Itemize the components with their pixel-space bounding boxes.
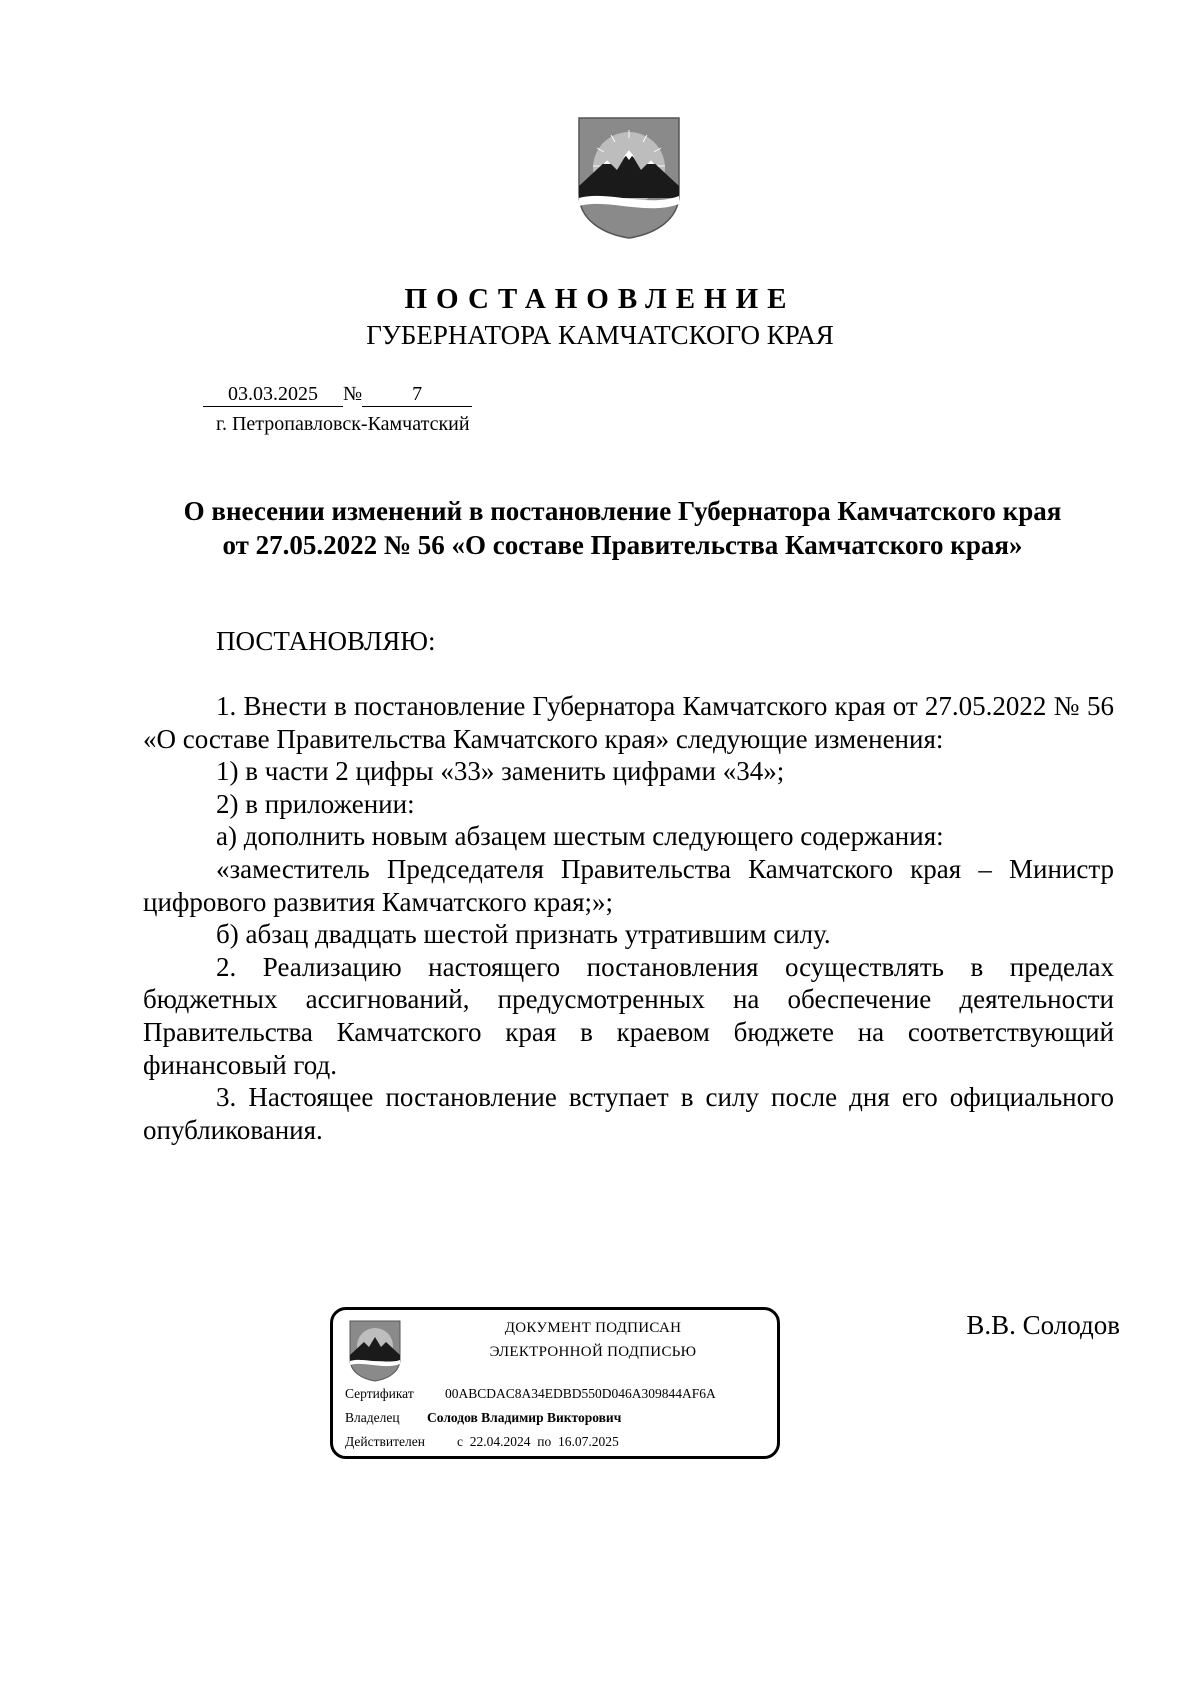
document-city: г. Петропавловск-Камчатский	[216, 413, 470, 435]
document-date: 03.03.2025	[203, 382, 343, 407]
stamp-certificate-row	[345, 1386, 716, 1402]
document-body	[143, 690, 1114, 1146]
paragraph: а) дополнить новым абзацем шестым следующего содержания:	[216, 821, 944, 852]
valid-from: 22.04.2024	[469, 1434, 531, 1449]
owner-label: Владелец	[345, 1410, 400, 1425]
paragraph: 2) в приложении:	[216, 788, 415, 819]
paragraph: 2. Реализацию настоящего постановления осуществлять в пределах бюджетных ассигнований, предусмотренных на обеспечение деятельности Правительства Камчатского края в краевом бюджете на соответствующий финансовый год.	[143, 951, 1114, 1080]
document-heading	[140, 494, 1105, 562]
stamp-title-line-1: ДОКУМЕНТ ПОДПИСАН	[504, 1320, 682, 1336]
date-number-line	[203, 382, 472, 407]
certificate-label: Сертификат	[345, 1386, 414, 1401]
stamp-title-line-2: ЭЛЕКТРОННОЙ ПОДПИСЬЮ	[489, 1344, 697, 1360]
document-subtitle: ГУБЕРНАТОРА КАМЧАТСКОГО КРАЯ	[366, 320, 834, 350]
paragraph: «заместитель Председателя Правительства Камчатского края – Министр цифрового развития Камчатского края;»;	[143, 853, 1114, 917]
document-title: ПОСТАНОВЛЕНИЕ	[404, 283, 796, 315]
electronic-signature-stamp	[330, 1307, 780, 1459]
stamp-owner-row	[345, 1410, 621, 1426]
validity-label: Действителен	[345, 1434, 425, 1449]
signatory-name: В.В. Солодов	[966, 1310, 1120, 1340]
certificate-value: 00ABCDAC8A34EDBD550D046A309844AF6A	[445, 1386, 716, 1401]
owner-value: Солодов Владимир Викторович	[427, 1410, 622, 1425]
paragraph: 1) в части 2 цифры «33» заменить цифрами «34»;	[216, 756, 785, 787]
stamp-coat-of-arms-icon	[349, 1320, 401, 1382]
paragraph: 3. Настоящее постановление вступает в силу после дня его официального опубликования.	[143, 1082, 1114, 1145]
document-number: 7	[362, 382, 472, 407]
heading-line-1: О внесении изменений в постановление Губернатора Камчатского края	[183, 496, 1062, 526]
valid-from-prefix: с	[457, 1434, 463, 1449]
heading-line-2: от 27.05.2022 № 56 «О составе Правительства Камчатского края»	[222, 530, 1023, 560]
number-label: №	[343, 383, 363, 405]
kamchatka-coat-of-arms-icon	[577, 116, 681, 240]
paragraph: б) абзац двадцать шестой признать утратившим силу.	[216, 919, 831, 950]
paragraph: 1. Внести в постановление Губернатора Камчатского края от 27.05.2022 № 56 «О составе Правительства Камчатского края» следующие изменения:	[143, 691, 1114, 754]
valid-to: 16.07.2025	[557, 1434, 619, 1449]
stamp-validity-row	[345, 1434, 619, 1450]
valid-to-prefix: по	[537, 1434, 552, 1449]
decree-word: ПОСТАНОВЛЯЮ:	[216, 626, 436, 656]
